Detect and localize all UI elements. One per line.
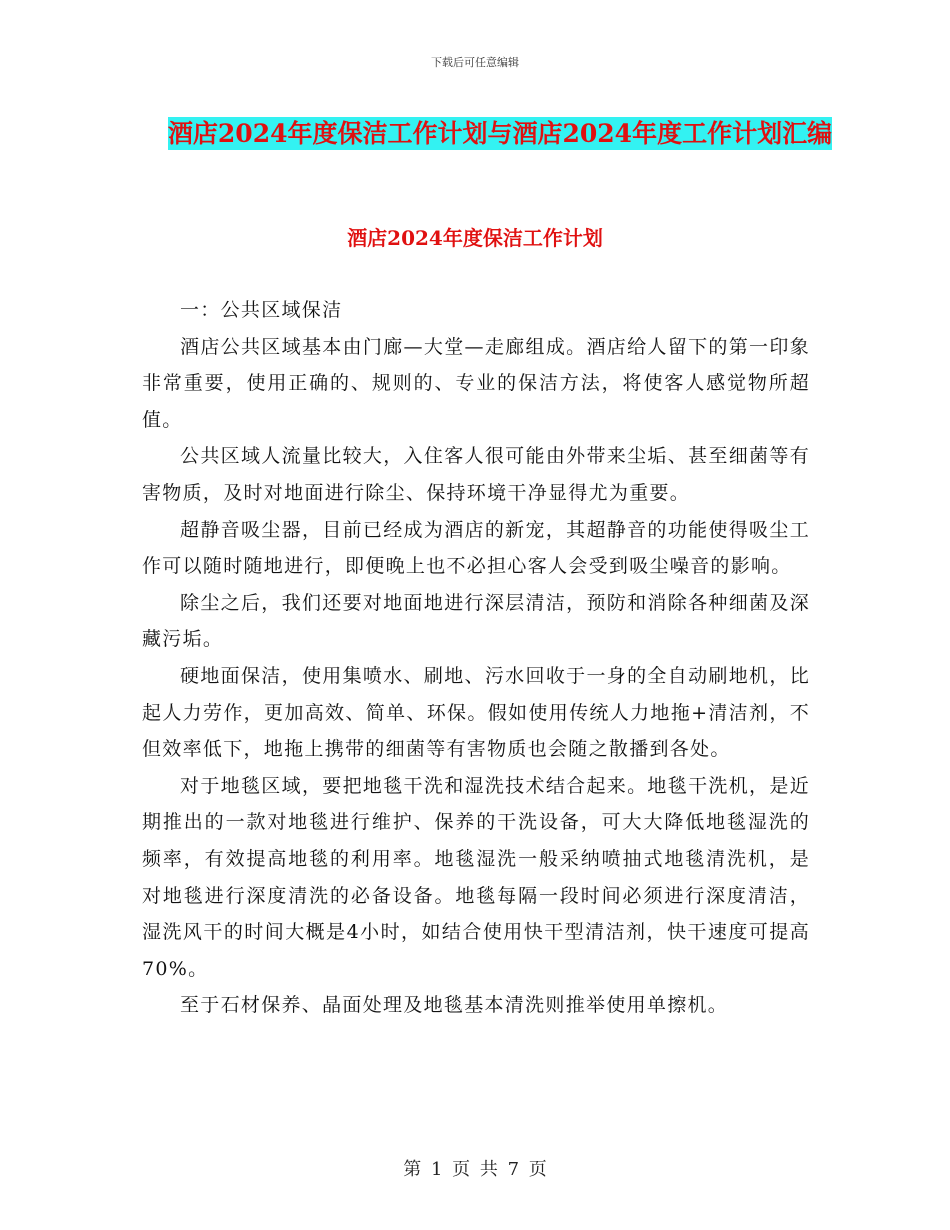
section-title: 酒店2024年度保洁工作计划 [347,226,603,250]
paragraph: 酒店公共区域基本由门廊—大堂—走廊组成。酒店给人留下的第一印象非常重要，使用正确的、规则的、专业的保洁方法，将使客人感觉物所超值。 [142,335,810,431]
paragraph: 一：公共区域保洁 [180,299,343,321]
paragraph: 硬地面保洁，使用集喷水、刷地、污水回收于一身的全自动刷地机，比起人力劳作，更加高效、简单、环保。假如使用传统人力地拖+清洁剂，不但效率低下，地拖上携带的细菌等有害物质也会随之散播到各处。 [142,664,810,761]
paragraph: 至于石材保养、晶面处理及地毯基本清洗则推举使用单擦机。 [180,994,729,1017]
paragraph: 对于地毯区域，要把地毯干洗和湿洗技术结合起来。地毯干洗机，是近期推出的一款对地毯进行维护、保养的干洗设备，可大大降低地毯湿洗的频率，有效提高地毯的利用率。地毯湿洗一般采纳喷抽式地毯清洗机，是对地毯进行深度清洗的必备设备。地毯每隔一段时间必须进行深度清洁，湿洗风干的时间大概是4小时，如结合使用快干型清洁剂，快干速度可提高70%。 [142,774,810,980]
paragraph: 公共区域人流量比较大，入住客人很可能由外带来尘垢、甚至细菌等有害物质，及时对地面进行除尘、保持环境干净显得尤为重要。 [142,445,810,504]
main-title [140,108,860,160]
paragraph: 超静音吸尘器，目前已经成为酒店的新宠，其超静音的功能使得吸尘工作可以随时随地进行，即便晚上也不必担心客人会受到吸尘噪音的影响。 [142,518,810,578]
body-text [142,292,810,1024]
page-number-footer: 第 1 页 共 7 页 [403,1159,547,1180]
header-note: 下载后可任意编辑 [431,56,519,69]
main-title-text: 酒店2024年度保洁工作计划与酒店2024年度工作计划汇编 [167,119,833,148]
paragraph: 除尘之后，我们还要对地面地进行深层清洁，预防和消除各种细菌及深藏污垢。 [142,591,810,651]
